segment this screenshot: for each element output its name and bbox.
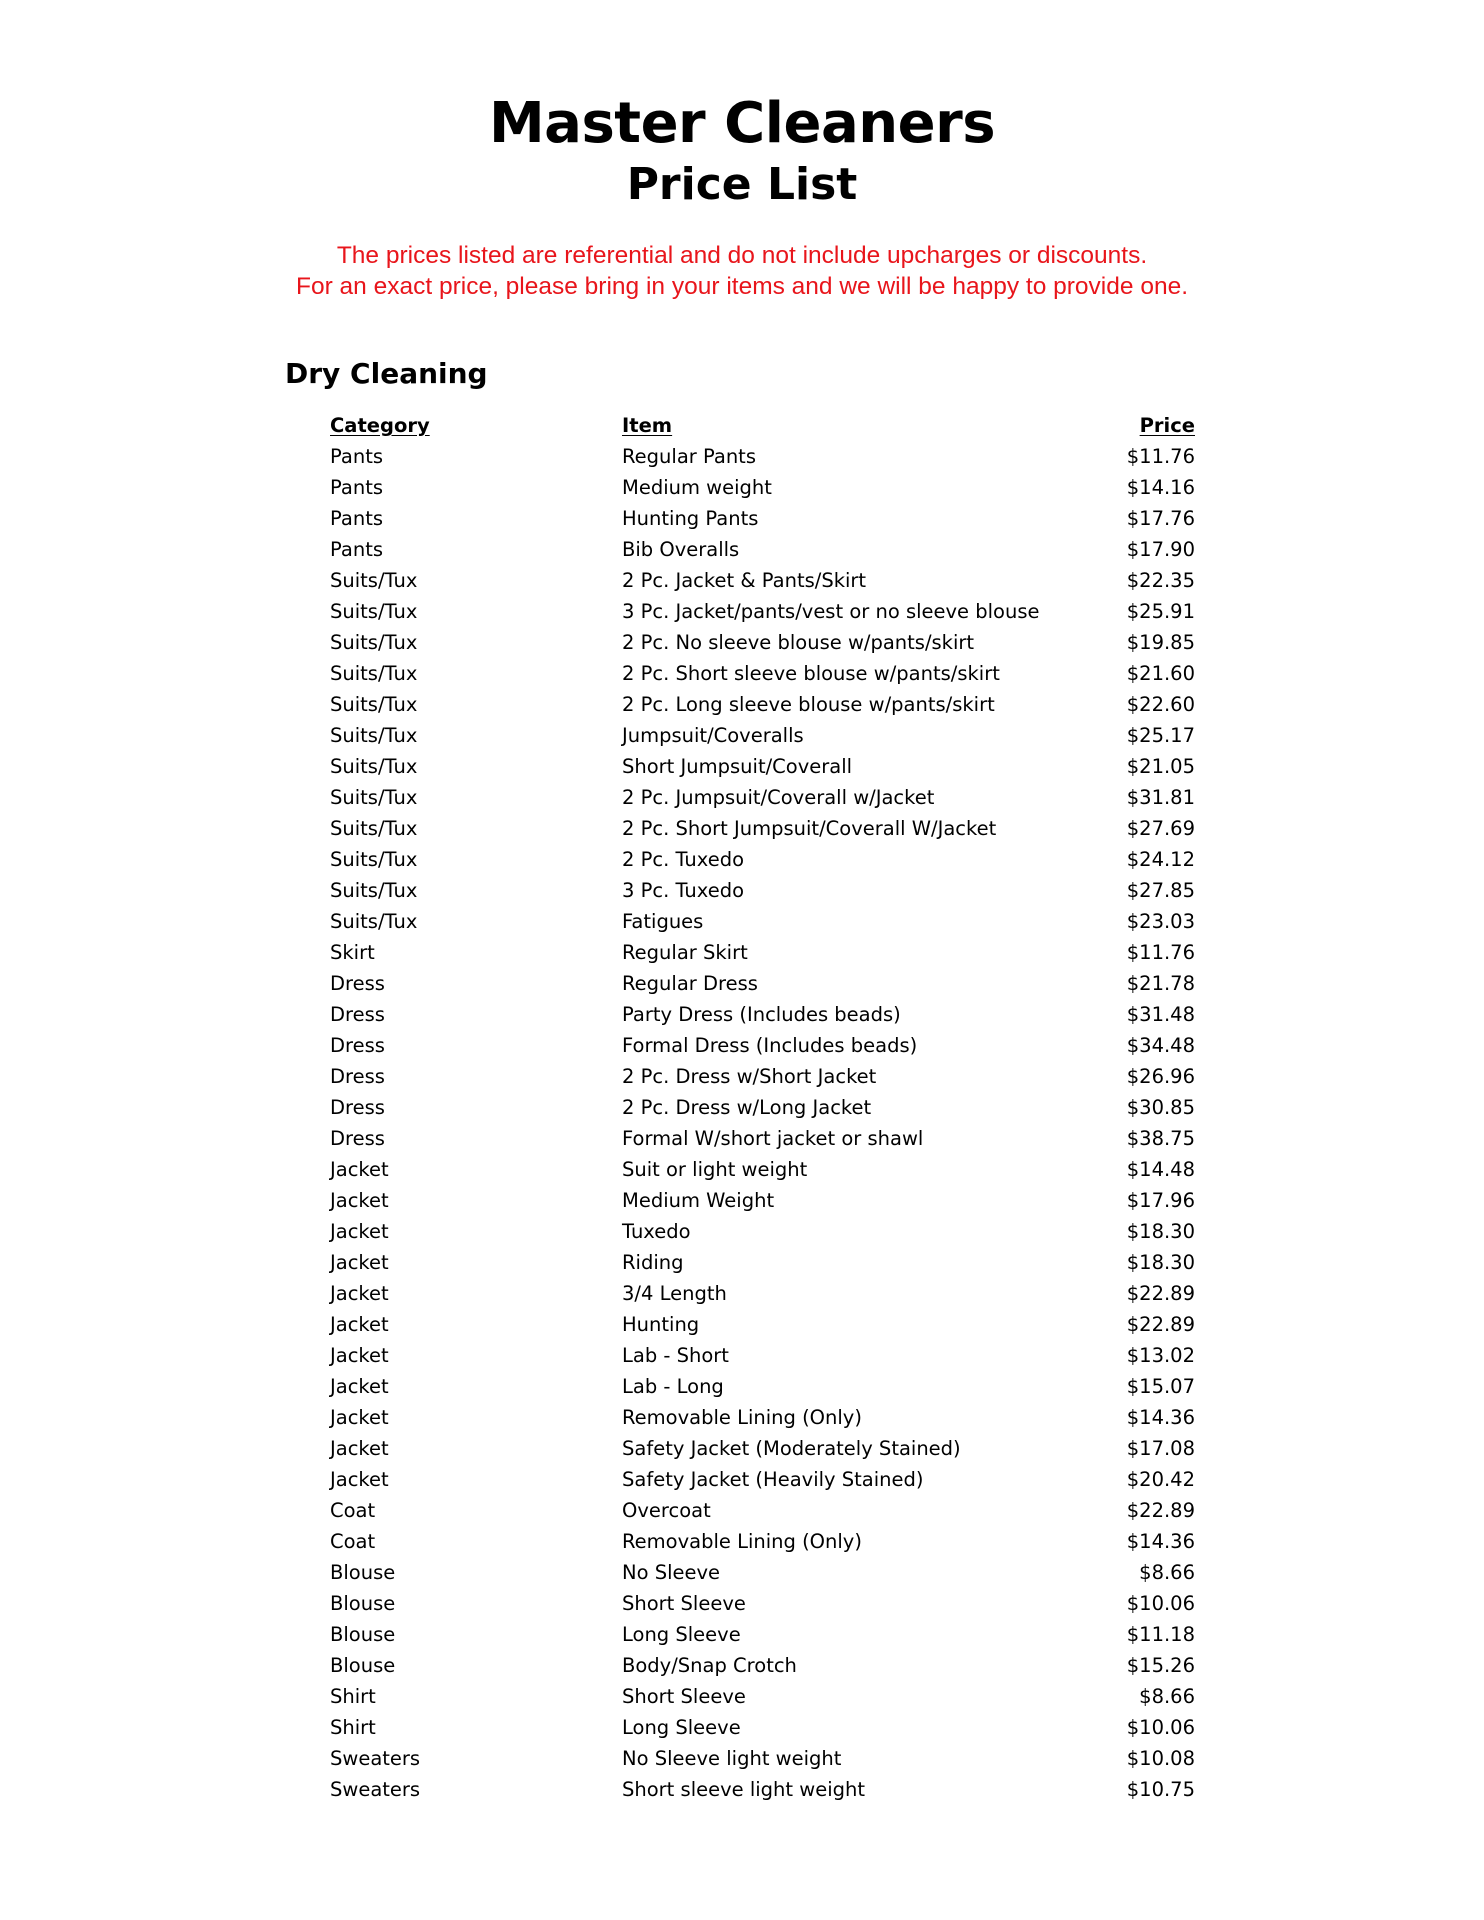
table-row [330, 689, 1195, 720]
row-item: Regular Dress [622, 972, 758, 995]
table-row [330, 1526, 1195, 1557]
row-item: 2 Pc. Jumpsuit/Coverall w/Jacket [622, 786, 935, 809]
table-row [330, 1340, 1195, 1371]
row-price: $25.91 [1126, 600, 1195, 623]
row-item: Medium weight [622, 476, 772, 499]
row-category: Jacket [330, 1251, 389, 1274]
row-price: $34.48 [1126, 1034, 1195, 1057]
row-item: 2 Pc. Short Jumpsuit/Coverall W/Jacket [622, 817, 997, 840]
table-row [330, 1650, 1195, 1681]
row-category: Jacket [330, 1189, 389, 1212]
row-item: Hunting [622, 1313, 700, 1336]
row-price: $8.66 [1139, 1685, 1195, 1708]
table-row [330, 1433, 1195, 1464]
row-item: 2 Pc. Tuxedo [622, 848, 745, 871]
row-category: Dress [330, 1003, 385, 1026]
table-row [330, 1681, 1195, 1712]
row-item: Removable Lining (Only) [622, 1530, 862, 1553]
row-price: $21.05 [1126, 755, 1195, 778]
row-item: Overcoat [622, 1499, 711, 1522]
row-item: 2 Pc. Dress w/Long Jacket [622, 1096, 872, 1119]
row-item: Long Sleeve [622, 1716, 741, 1739]
table-row [330, 1061, 1195, 1092]
row-item: 3/4 Length [622, 1282, 727, 1305]
column-header-category: Category [330, 414, 430, 437]
table-body [330, 441, 1195, 1805]
row-item: Bib Overalls [622, 538, 740, 561]
row-category: Jacket [330, 1313, 389, 1336]
row-category: Coat [330, 1530, 376, 1553]
row-price: $18.30 [1126, 1251, 1195, 1274]
row-price: $17.96 [1126, 1189, 1195, 1212]
row-item: 2 Pc. Long sleeve blouse w/pants/skirt [622, 693, 995, 716]
row-price: $14.16 [1126, 476, 1195, 499]
row-price: $17.76 [1126, 507, 1195, 530]
row-category: Blouse [330, 1561, 396, 1584]
row-price: $22.89 [1126, 1282, 1195, 1305]
table-row [330, 720, 1195, 751]
row-category: Dress [330, 1065, 385, 1088]
table-row [330, 968, 1195, 999]
row-price: $8.66 [1139, 1561, 1195, 1584]
row-price: $10.06 [1126, 1716, 1195, 1739]
table-row [330, 782, 1195, 813]
row-price: $21.78 [1126, 972, 1195, 995]
row-category: Suits/Tux [330, 910, 418, 933]
row-category: Suits/Tux [330, 662, 418, 685]
row-item: 3 Pc. Tuxedo [622, 879, 745, 902]
row-price: $30.85 [1126, 1096, 1195, 1119]
row-price: $11.18 [1126, 1623, 1195, 1646]
table-row [330, 1464, 1195, 1495]
row-category: Jacket [330, 1344, 389, 1367]
row-category: Suits/Tux [330, 569, 418, 592]
table-row [330, 1309, 1195, 1340]
row-price: $18.30 [1126, 1220, 1195, 1243]
table-row [330, 1774, 1195, 1805]
row-category: Pants [330, 507, 383, 530]
table-row [330, 596, 1195, 627]
table-row [330, 1278, 1195, 1309]
row-item: Body/Snap Crotch [622, 1654, 797, 1677]
page-title: Master Cleaners [488, 91, 996, 156]
row-category: Suits/Tux [330, 848, 418, 871]
row-price: $14.36 [1126, 1530, 1195, 1553]
row-item: Formal W/short jacket or shawl [622, 1127, 924, 1150]
row-category: Dress [330, 1096, 385, 1119]
row-category: Skirt [330, 941, 375, 964]
row-item: Regular Pants [622, 445, 756, 468]
table-row [330, 1619, 1195, 1650]
row-item: Removable Lining (Only) [622, 1406, 862, 1429]
table-row [330, 937, 1195, 968]
row-price: $14.36 [1126, 1406, 1195, 1429]
table-row [330, 1712, 1195, 1743]
row-item: Short Sleeve [622, 1685, 746, 1708]
table-row [330, 534, 1195, 565]
table-row [330, 1557, 1195, 1588]
row-category: Pants [330, 476, 383, 499]
row-item: Safety Jacket (Heavily Stained) [622, 1468, 924, 1491]
table-row [330, 1123, 1195, 1154]
row-category: Dress [330, 972, 385, 995]
row-item: 2 Pc. Jacket & Pants/Skirt [622, 569, 867, 592]
table-row [330, 1743, 1195, 1774]
row-item: Jumpsuit/Coveralls [622, 724, 804, 747]
disclaimer-line-1: The prices listed are referential and do not include upcharges or discounts. [336, 242, 1148, 269]
row-price: $27.69 [1126, 817, 1195, 840]
row-item: Medium Weight [622, 1189, 775, 1212]
row-item: Fatigues [622, 910, 704, 933]
row-category: Jacket [330, 1158, 389, 1181]
row-item: Regular Skirt [622, 941, 748, 964]
row-category: Suits/Tux [330, 817, 418, 840]
row-price: $15.26 [1126, 1654, 1195, 1677]
table-row [330, 751, 1195, 782]
row-category: Jacket [330, 1468, 389, 1491]
table-row [330, 1371, 1195, 1402]
row-category: Jacket [330, 1220, 389, 1243]
table-row [330, 813, 1195, 844]
row-category: Pants [330, 538, 383, 561]
row-item: Lab - Long [622, 1375, 724, 1398]
row-category: Jacket [330, 1375, 389, 1398]
row-item: 3 Pc. Jacket/pants/vest or no sleeve blouse [622, 600, 1040, 623]
row-price: $31.48 [1126, 1003, 1195, 1026]
row-item: Short sleeve light weight [622, 1778, 865, 1801]
table-row [330, 999, 1195, 1030]
table-row [330, 1247, 1195, 1278]
row-price: $11.76 [1126, 445, 1195, 468]
row-item: Tuxedo [622, 1220, 691, 1243]
table-row [330, 1185, 1195, 1216]
row-category: Blouse [330, 1623, 396, 1646]
row-price: $38.75 [1126, 1127, 1195, 1150]
table-row [330, 1495, 1195, 1526]
row-category: Suits/Tux [330, 631, 418, 654]
row-price: $10.08 [1126, 1747, 1195, 1770]
row-category: Blouse [330, 1654, 396, 1677]
column-header-item: Item [622, 414, 673, 437]
table-row [330, 1588, 1195, 1619]
row-category: Suits/Tux [330, 755, 418, 778]
disclaimer-line-2: For an exact price, please bring in your items and we will be happy to provide one. [295, 273, 1188, 300]
row-price: $15.07 [1126, 1375, 1195, 1398]
table-row [330, 1216, 1195, 1247]
row-item: Safety Jacket (Moderately Stained) [622, 1437, 961, 1460]
row-item: Long Sleeve [622, 1623, 741, 1646]
row-item: No Sleeve light weight [622, 1747, 842, 1770]
row-category: Coat [330, 1499, 376, 1522]
row-price: $17.90 [1126, 538, 1195, 561]
row-price: $14.48 [1126, 1158, 1195, 1181]
row-category: Sweaters [330, 1778, 421, 1801]
row-price: $22.35 [1126, 569, 1195, 592]
row-price: $22.89 [1126, 1313, 1195, 1336]
row-price: $31.81 [1126, 786, 1195, 809]
row-price: $11.76 [1126, 941, 1195, 964]
row-item: No Sleeve [622, 1561, 721, 1584]
row-price: $22.89 [1126, 1499, 1195, 1522]
row-category: Suits/Tux [330, 600, 418, 623]
row-item: 2 Pc. Dress w/Short Jacket [622, 1065, 877, 1088]
table-row [330, 906, 1195, 937]
row-item: Suit or light weight [622, 1158, 808, 1181]
row-price: $13.02 [1126, 1344, 1195, 1367]
table-row [330, 1402, 1195, 1433]
table-row [330, 1092, 1195, 1123]
page-subtitle: Price List [626, 159, 858, 210]
row-category: Pants [330, 445, 383, 468]
row-price: $26.96 [1126, 1065, 1195, 1088]
row-price: $25.17 [1126, 724, 1195, 747]
row-price: $22.60 [1126, 693, 1195, 716]
table-row [330, 472, 1195, 503]
table-row [330, 1030, 1195, 1061]
row-category: Suits/Tux [330, 879, 418, 902]
row-category: Shirt [330, 1685, 376, 1708]
row-price: $10.75 [1126, 1778, 1195, 1801]
row-item: Lab - Short [622, 1344, 729, 1367]
row-price: $20.42 [1126, 1468, 1195, 1491]
row-category: Dress [330, 1034, 385, 1057]
row-item: Party Dress (Includes beads) [622, 1003, 901, 1026]
table-row [330, 565, 1195, 596]
row-category: Jacket [330, 1437, 389, 1460]
row-category: Suits/Tux [330, 693, 418, 716]
row-item: Short Jumpsuit/Coverall [622, 755, 853, 778]
row-price: $21.60 [1126, 662, 1195, 685]
row-price: $19.85 [1126, 631, 1195, 654]
table-row [330, 844, 1195, 875]
table-row [330, 503, 1195, 534]
row-category: Dress [330, 1127, 385, 1150]
row-item: 2 Pc. No sleeve blouse w/pants/skirt [622, 631, 975, 654]
row-category: Suits/Tux [330, 724, 418, 747]
row-item: 2 Pc. Short sleeve blouse w/pants/skirt [622, 662, 1000, 685]
price-table [330, 410, 1195, 1805]
row-category: Jacket [330, 1406, 389, 1429]
row-category: Suits/Tux [330, 786, 418, 809]
table-row [330, 658, 1195, 689]
row-item: Hunting Pants [622, 507, 759, 530]
row-price: $24.12 [1126, 848, 1195, 871]
row-item: Formal Dress (Includes beads) [622, 1034, 918, 1057]
table-row [330, 441, 1195, 472]
row-category: Shirt [330, 1716, 376, 1739]
table-row [330, 875, 1195, 906]
row-category: Sweaters [330, 1747, 421, 1770]
row-price: $17.08 [1126, 1437, 1195, 1460]
row-price: $27.85 [1126, 879, 1195, 902]
section-title: Dry Cleaning [285, 357, 488, 390]
row-price: $23.03 [1126, 910, 1195, 933]
table-row [330, 1154, 1195, 1185]
row-category: Blouse [330, 1592, 396, 1615]
row-price: $10.06 [1126, 1592, 1195, 1615]
column-header-price: Price [1139, 414, 1195, 437]
row-item: Short Sleeve [622, 1592, 746, 1615]
table-row [330, 627, 1195, 658]
row-category: Jacket [330, 1282, 389, 1305]
table-header-row [330, 410, 1195, 441]
row-item: Riding [622, 1251, 684, 1274]
